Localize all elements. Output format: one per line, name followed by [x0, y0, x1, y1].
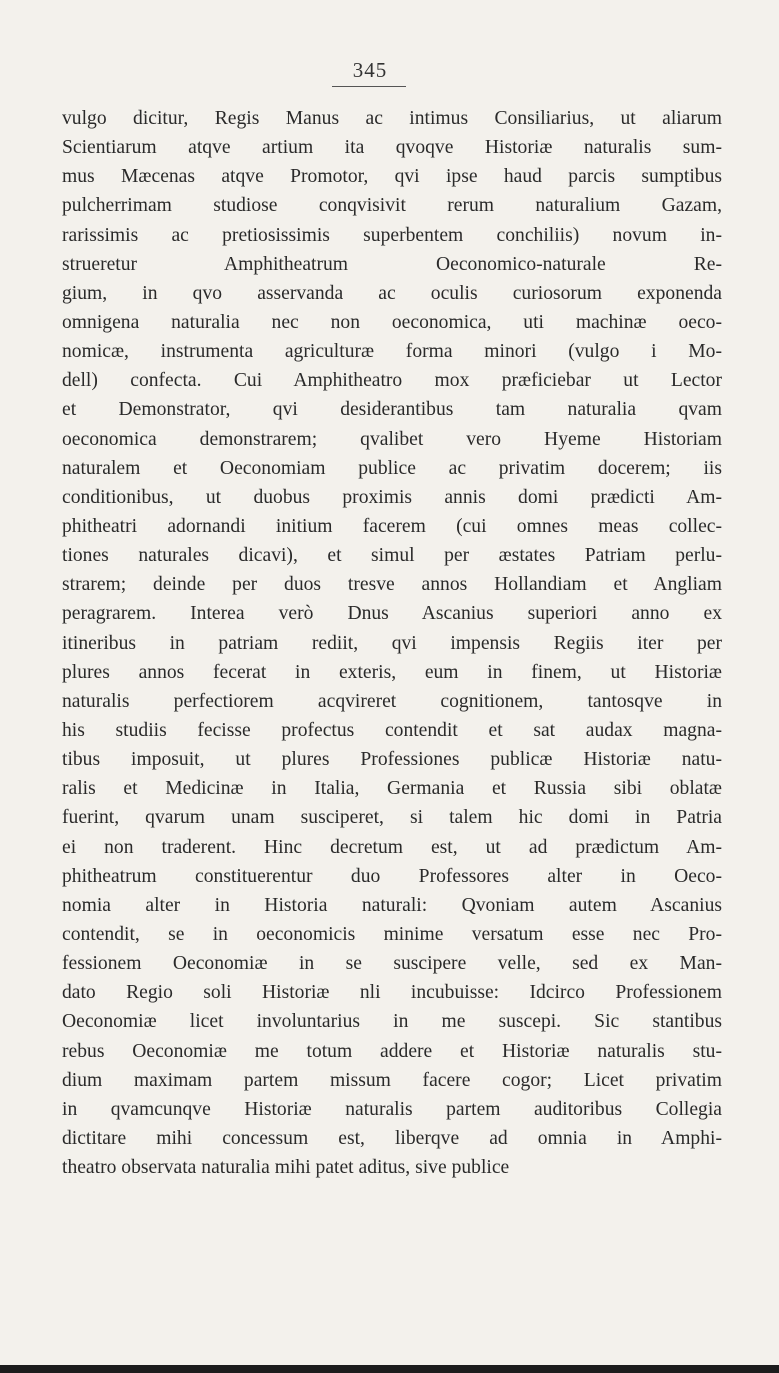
text-line-23: tibus imposuit, ut plures Professiones publicæ Historiæ natu- [62, 749, 722, 771]
page-number-underline [332, 86, 406, 87]
text-line-20: plures annos fecerat in exteris, eum in finem, ut Historiæ [62, 661, 722, 683]
text-line-16: tiones naturales dicavi), et simul per æstates Patriam perlu- [62, 545, 722, 567]
text-line-18: peragrarem. Interea verò Dnus Ascanius superiori anno ex [62, 603, 722, 625]
text-line-19: itineribus in patriam rediit, qvi impensis Regiis iter per [62, 632, 722, 654]
text-line-15: phitheatri adornandi initium facerem (cui omnes meas collec- [62, 515, 722, 537]
page-number: 345 [352, 58, 388, 82]
text-line-13: naturalem et Oeconomiam publice ac privatim docerem; iis [62, 457, 722, 479]
text-line-14: conditionibus, ut duobus proximis annis domi prædicti Am- [62, 486, 722, 508]
text-line-25: fuerint, qvarum unam susciperet, si talem hic domi in Patria [62, 807, 722, 829]
text-line-30: fessionem Oeconomiæ in se suscipere velle, sed ex Man- [62, 953, 722, 975]
text-line-6: strueretur Amphitheatrum Oeconomico-naturale Re- [62, 253, 722, 275]
scan-bottom-edge [0, 1365, 779, 1373]
text-line-37: theatro observata naturalia mihi patet aditus, sive publice [62, 1157, 510, 1179]
text-line-4: pulcherrimam studiose conqvisivit rerum naturalium Gazam, [62, 195, 722, 217]
text-line-2: Scientiarum atqve artium ita qvoqve Historiæ naturalis sum- [62, 137, 722, 159]
text-line-29: contendit, se in oeconomicis minime versatum esse nec Pro- [62, 923, 722, 945]
body-text [62, 104, 722, 1182]
text-line-9: nomicæ, instrumenta agriculturæ forma minori (vulgo i Mo- [62, 341, 722, 363]
text-line-32: Oeconomiæ licet involuntarius in me suscepi. Sic stantibus [62, 1011, 722, 1033]
text-line-11: et Demonstrator, qvi desiderantibus tam naturalia qvam [62, 399, 722, 421]
text-line-28: nomia alter in Historia naturali: Qvoniam autem Ascanius [62, 894, 722, 916]
text-line-22: his studiis fecisse profectus contendit et sat audax magna- [62, 719, 722, 741]
text-line-21: naturalis perfectiorem acqvireret cognitionem, tantosqve in [62, 690, 722, 712]
text-line-8: omnigena naturalia nec non oeconomica, uti machinæ oeco- [62, 311, 722, 333]
text-line-5: rarissimis ac pretiosissimis superbentem conchiliis) novum in- [62, 224, 722, 246]
text-line-27: phitheatrum constituerentur duo Professores alter in Oeco- [62, 865, 722, 887]
text-line-12: oeconomica demonstrarem; qvalibet vero Hyeme Historiam [62, 428, 722, 450]
text-line-33: rebus Oeconomiæ me totum addere et Historiæ naturalis stu- [62, 1040, 722, 1062]
text-line-1: vulgo dicitur, Regis Manus ac intimus Consiliarius, ut aliarum [62, 108, 722, 129]
text-line-24: ralis et Medicinæ in Italia, Germania et Russia sibi oblatæ [62, 778, 722, 800]
text-line-35: in qvamcunqve Historiæ naturalis partem auditoribus Collegia [62, 1098, 722, 1120]
text-line-26: ei non traderent. Hinc decretum est, ut ad prædictum Am- [62, 836, 722, 858]
text-line-36: dictitare mihi concessum est, liberqve ad omnia in Amphi- [62, 1127, 722, 1149]
text-line-34: dium maximam partem missum facere cogor; Licet privatim [62, 1069, 722, 1091]
text-line-3: mus Mæcenas atqve Promotor, qvi ipse haud parcis sumptibus [62, 166, 722, 188]
text-line-17: strarem; deinde per duos tresve annos Hollandiam et Angliam [62, 574, 722, 596]
text-line-10: dell) confecta. Cui Amphitheatro mox præficiebar ut Lector [62, 370, 722, 392]
text-line-7: gium, in qvo asservanda ac oculis curiosorum exponenda [62, 282, 722, 304]
text-line-31: dato Regio soli Historiæ nli incubuisse: Idcirco Professionem [62, 982, 722, 1004]
